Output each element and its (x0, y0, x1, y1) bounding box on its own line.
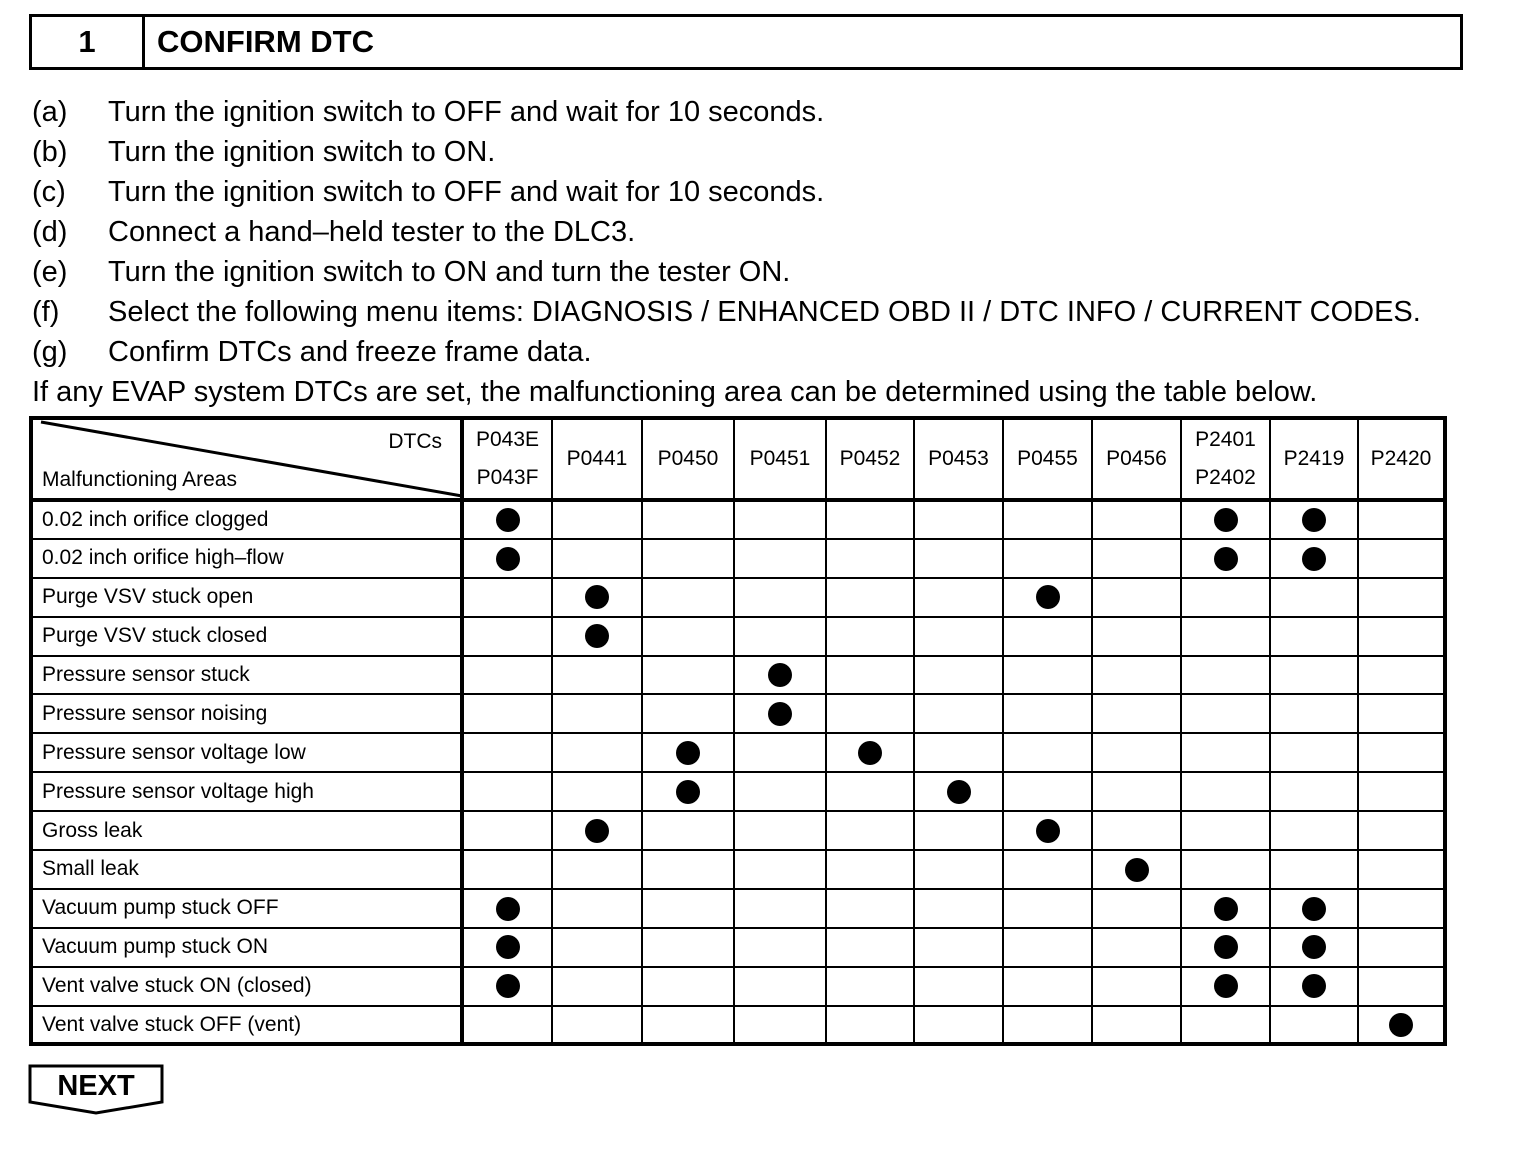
mark-cell (914, 733, 1003, 772)
table-row (31, 539, 1445, 578)
mark-cell (914, 1006, 1003, 1045)
mark-cell (1181, 539, 1270, 578)
mark-cell (462, 811, 552, 850)
mark-cell (1092, 772, 1181, 811)
mark-cell (642, 656, 734, 695)
mark-cell (552, 617, 642, 656)
filled-circle-icon (496, 547, 520, 571)
filled-circle-icon (585, 819, 609, 843)
table-row (31, 811, 1445, 850)
dtc-code: P043E (475, 428, 540, 451)
mark-cell (734, 733, 826, 772)
dtc-column-header (1003, 418, 1092, 500)
table-row (31, 694, 1445, 733)
mark-cell (1181, 578, 1270, 617)
instruction-letter: (f) (32, 295, 60, 328)
malfunction-area-cell: Purge VSV stuck open (31, 578, 462, 617)
dtc-column-header (1358, 418, 1445, 500)
mark-cell (642, 772, 734, 811)
instruction-text: Turn the ignition switch to ON and turn the tester ON. (108, 255, 791, 288)
filled-circle-icon (585, 624, 609, 648)
dtc-code: P0450 (657, 447, 719, 470)
mark-cell (1358, 928, 1445, 967)
mark-cell (1092, 811, 1181, 850)
mark-cell (826, 850, 914, 889)
mark-cell (1358, 1006, 1445, 1045)
table-row (31, 772, 1445, 811)
mark-cell (642, 617, 734, 656)
mark-cell (734, 500, 826, 539)
instruction-item (32, 132, 1502, 172)
filled-circle-icon (1302, 974, 1326, 998)
mark-cell (1358, 850, 1445, 889)
filled-circle-icon (947, 780, 971, 804)
filled-circle-icon (1214, 508, 1238, 532)
mark-cell (1181, 1006, 1270, 1045)
mark-cell (1181, 928, 1270, 967)
table-row (31, 500, 1445, 539)
mark-cell (462, 928, 552, 967)
table-row (31, 850, 1445, 889)
filled-circle-icon (1036, 585, 1060, 609)
mark-cell (826, 500, 914, 539)
mark-cell (914, 850, 1003, 889)
mark-cell (914, 694, 1003, 733)
mark-cell (1092, 500, 1181, 539)
instruction-item (32, 212, 1502, 252)
mark-cell (1358, 617, 1445, 656)
table-corner-cell (31, 418, 462, 500)
instruction-letter: (e) (32, 255, 68, 288)
mark-cell (1181, 733, 1270, 772)
mark-cell (1092, 967, 1181, 1006)
mark-cell (1181, 772, 1270, 811)
malfunction-area-cell: Pressure sensor noising (31, 694, 462, 733)
mark-cell (1270, 889, 1358, 928)
table-header-row (31, 418, 1445, 500)
mark-cell (642, 928, 734, 967)
dtc-column-header (642, 418, 734, 500)
filled-circle-icon (676, 780, 700, 804)
malfunction-area-cell: Pressure sensor stuck (31, 656, 462, 695)
instruction-text: Select the following menu items: DIAGNOSIS / ENHANCED OBD II / DTC INFO / CURRENT CODES. (108, 295, 1421, 328)
mark-cell (914, 656, 1003, 695)
mark-cell (734, 656, 826, 695)
mark-cell (642, 1006, 734, 1045)
mark-cell (1270, 656, 1358, 695)
mark-cell (1181, 850, 1270, 889)
filled-circle-icon (1302, 508, 1326, 532)
instruction-letter: (b) (32, 135, 68, 168)
mark-cell (462, 1006, 552, 1045)
mark-cell (914, 811, 1003, 850)
mark-cell (734, 928, 826, 967)
mark-cell (462, 578, 552, 617)
mark-cell (1092, 694, 1181, 733)
mark-cell (1270, 617, 1358, 656)
malfunction-area-cell: Vent valve stuck ON (closed) (31, 967, 462, 1006)
dtc-column-header (462, 418, 552, 500)
table-row (31, 928, 1445, 967)
dtc-column-header (1181, 418, 1270, 500)
step-header (29, 14, 1463, 70)
mark-cell (462, 772, 552, 811)
mark-cell (462, 694, 552, 733)
mark-cell (826, 733, 914, 772)
dtc-column-header (734, 418, 826, 500)
mark-cell (1181, 694, 1270, 733)
mark-cell (1270, 694, 1358, 733)
mark-cell (642, 539, 734, 578)
corner-areas-label: Malfunctioning Areas (42, 468, 237, 491)
malfunction-area-cell: Pressure sensor voltage low (31, 733, 462, 772)
mark-cell (642, 850, 734, 889)
instruction-letter: (d) (32, 215, 68, 248)
mark-cell (1181, 811, 1270, 850)
mark-cell (826, 967, 914, 1006)
mark-cell (552, 850, 642, 889)
instruction-item (32, 292, 1502, 332)
dtc-column-header (1092, 418, 1181, 500)
mark-cell (1003, 656, 1092, 695)
mark-cell (734, 889, 826, 928)
mark-cell (1003, 578, 1092, 617)
malfunction-area-cell: Purge VSV stuck closed (31, 617, 462, 656)
mark-cell (1270, 967, 1358, 1006)
mark-cell (914, 889, 1003, 928)
mark-cell (1181, 889, 1270, 928)
mark-cell (552, 811, 642, 850)
mark-cell (552, 694, 642, 733)
dtc-code: P043F (476, 466, 539, 489)
mark-cell (1358, 967, 1445, 1006)
filled-circle-icon (585, 585, 609, 609)
mark-cell (1270, 539, 1358, 578)
mark-cell (552, 500, 642, 539)
mark-cell (734, 617, 826, 656)
filled-circle-icon (496, 897, 520, 921)
mark-cell (552, 928, 642, 967)
mark-cell (1181, 617, 1270, 656)
mark-cell (1003, 694, 1092, 733)
filled-circle-icon (496, 974, 520, 998)
dtc-code: P2401 (1195, 428, 1256, 451)
mark-cell (552, 967, 642, 1006)
mark-cell (462, 967, 552, 1006)
mark-cell (826, 656, 914, 695)
next-button[interactable] (28, 1064, 168, 1123)
mark-cell (462, 500, 552, 539)
table-body (31, 500, 1445, 1044)
mark-cell (826, 889, 914, 928)
mark-cell (734, 811, 826, 850)
instruction-letter: (g) (32, 335, 68, 368)
mark-cell (914, 967, 1003, 1006)
instruction-text: Confirm DTCs and freeze frame data. (108, 335, 592, 368)
dtc-code: P0452 (839, 447, 901, 470)
mark-cell (462, 656, 552, 695)
malfunction-area-cell: 0.02 inch orifice clogged (31, 500, 462, 539)
filled-circle-icon (1036, 819, 1060, 843)
mark-cell (1003, 928, 1092, 967)
mark-cell (1270, 500, 1358, 539)
instruction-letter: (c) (32, 175, 66, 208)
mark-cell (552, 578, 642, 617)
mark-cell (1358, 889, 1445, 928)
mark-cell (552, 539, 642, 578)
filled-circle-icon (676, 741, 700, 765)
mark-cell (1003, 889, 1092, 928)
mark-cell (1181, 967, 1270, 1006)
mark-cell (734, 850, 826, 889)
filled-circle-icon (858, 741, 882, 765)
mark-cell (1092, 1006, 1181, 1045)
mark-cell (1003, 772, 1092, 811)
mark-cell (826, 928, 914, 967)
mark-cell (734, 967, 826, 1006)
dtc-matrix-table (29, 416, 1447, 1046)
filled-circle-icon (768, 702, 792, 726)
mark-cell (462, 850, 552, 889)
mark-cell (1092, 539, 1181, 578)
mark-cell (826, 1006, 914, 1045)
step-number: 1 (32, 17, 145, 67)
table-row (31, 578, 1445, 617)
dtc-code: P2402 (1195, 466, 1256, 489)
mark-cell (1270, 772, 1358, 811)
mark-cell (914, 617, 1003, 656)
mark-cell (1358, 772, 1445, 811)
filled-circle-icon (1302, 547, 1326, 571)
dtc-code: P2420 (1370, 447, 1432, 470)
mark-cell (1003, 733, 1092, 772)
mark-cell (826, 539, 914, 578)
filled-circle-icon (1214, 897, 1238, 921)
malfunction-area-cell: 0.02 inch orifice high–flow (31, 539, 462, 578)
mark-cell (734, 772, 826, 811)
mark-cell (734, 694, 826, 733)
instruction-item (32, 332, 1502, 372)
mark-cell (734, 1006, 826, 1045)
mark-cell (1270, 928, 1358, 967)
instruction-text: Turn the ignition switch to OFF and wait for 10 seconds. (108, 175, 825, 208)
mark-cell (826, 617, 914, 656)
filled-circle-icon (1389, 1013, 1413, 1037)
filled-circle-icon (496, 935, 520, 959)
mark-cell (642, 578, 734, 617)
filled-circle-icon (1302, 935, 1326, 959)
filled-circle-icon (496, 508, 520, 532)
mark-cell (914, 772, 1003, 811)
mark-cell (1358, 500, 1445, 539)
mark-cell (462, 889, 552, 928)
mark-cell (462, 733, 552, 772)
mark-cell (642, 811, 734, 850)
mark-cell (642, 733, 734, 772)
dtc-code: P0441 (566, 447, 628, 470)
instruction-item (32, 92, 1502, 132)
table-row (31, 656, 1445, 695)
mark-cell (1003, 539, 1092, 578)
filled-circle-icon (1214, 974, 1238, 998)
table-row (31, 889, 1445, 928)
mark-cell (552, 889, 642, 928)
mark-cell (1181, 656, 1270, 695)
mark-cell (1270, 578, 1358, 617)
mark-cell (1003, 967, 1092, 1006)
instruction-item (32, 172, 1502, 212)
mark-cell (914, 928, 1003, 967)
mark-cell (914, 500, 1003, 539)
malfunction-area-cell: Vacuum pump stuck OFF (31, 889, 462, 928)
mark-cell (1358, 539, 1445, 578)
mark-cell (642, 694, 734, 733)
mark-cell (914, 539, 1003, 578)
malfunction-area-cell: Gross leak (31, 811, 462, 850)
mark-cell (462, 539, 552, 578)
mark-cell (642, 967, 734, 1006)
mark-cell (1358, 694, 1445, 733)
dtc-code: P0451 (749, 447, 811, 470)
mark-cell (1092, 850, 1181, 889)
mark-cell (1092, 617, 1181, 656)
dtc-column-header (552, 418, 642, 500)
instruction-letter: (a) (32, 95, 68, 128)
filled-circle-icon (1214, 935, 1238, 959)
mark-cell (734, 578, 826, 617)
mark-cell (642, 500, 734, 539)
mark-cell (462, 617, 552, 656)
mark-cell (1003, 617, 1092, 656)
dtc-code: P0456 (1106, 447, 1167, 470)
step-title: CONFIRM DTC (157, 24, 374, 59)
mark-cell (1003, 1006, 1092, 1045)
mark-cell (1358, 811, 1445, 850)
filled-circle-icon (1302, 897, 1326, 921)
instruction-text: Turn the ignition switch to ON. (108, 135, 496, 168)
malfunction-area-cell: Pressure sensor voltage high (31, 772, 462, 811)
filled-circle-icon (768, 663, 792, 687)
mark-cell (552, 772, 642, 811)
mark-cell (1092, 928, 1181, 967)
instruction-text: Turn the ignition switch to OFF and wait for 10 seconds. (108, 95, 825, 128)
corner-dtcs-label: DTCs (388, 430, 442, 453)
mark-cell (1181, 500, 1270, 539)
mark-cell (1358, 733, 1445, 772)
instruction-item (32, 252, 1502, 292)
filled-circle-icon (1214, 547, 1238, 571)
mark-cell (1092, 578, 1181, 617)
dtc-column-header (1270, 418, 1358, 500)
table-note: If any EVAP system DTCs are set, the malfunctioning area can be determined using the table below. (32, 375, 1318, 408)
table-row (31, 1006, 1445, 1045)
mark-cell (1092, 889, 1181, 928)
instruction-text: Connect a hand–held tester to the DLC3. (108, 215, 636, 248)
next-button-label: NEXT (57, 1070, 135, 1102)
dtc-code: P0455 (1017, 447, 1078, 470)
filled-circle-icon (1125, 858, 1149, 882)
malfunction-area-cell: Vacuum pump stuck ON (31, 928, 462, 967)
table-row (31, 967, 1445, 1006)
mark-cell (826, 811, 914, 850)
mark-cell (552, 1006, 642, 1045)
mark-cell (1003, 500, 1092, 539)
dtc-column-header (914, 418, 1003, 500)
mark-cell (1003, 850, 1092, 889)
dtc-code: P0453 (928, 447, 989, 470)
mark-cell (1358, 578, 1445, 617)
mark-cell (1092, 733, 1181, 772)
mark-cell (552, 656, 642, 695)
mark-cell (1270, 850, 1358, 889)
mark-cell (826, 772, 914, 811)
table-row (31, 733, 1445, 772)
mark-cell (826, 694, 914, 733)
dtc-column-header (826, 418, 914, 500)
mark-cell (1270, 1006, 1358, 1045)
mark-cell (642, 889, 734, 928)
mark-cell (1003, 811, 1092, 850)
mark-cell (552, 733, 642, 772)
mark-cell (914, 578, 1003, 617)
malfunction-area-cell: Small leak (31, 850, 462, 889)
dtc-code: P2419 (1283, 447, 1345, 470)
mark-cell (1270, 811, 1358, 850)
mark-cell (1358, 656, 1445, 695)
mark-cell (1092, 656, 1181, 695)
mark-cell (734, 539, 826, 578)
mark-cell (826, 578, 914, 617)
mark-cell (1270, 733, 1358, 772)
instruction-list (32, 92, 1502, 412)
malfunction-area-cell: Vent valve stuck OFF (vent) (31, 1006, 462, 1045)
table-row (31, 617, 1445, 656)
